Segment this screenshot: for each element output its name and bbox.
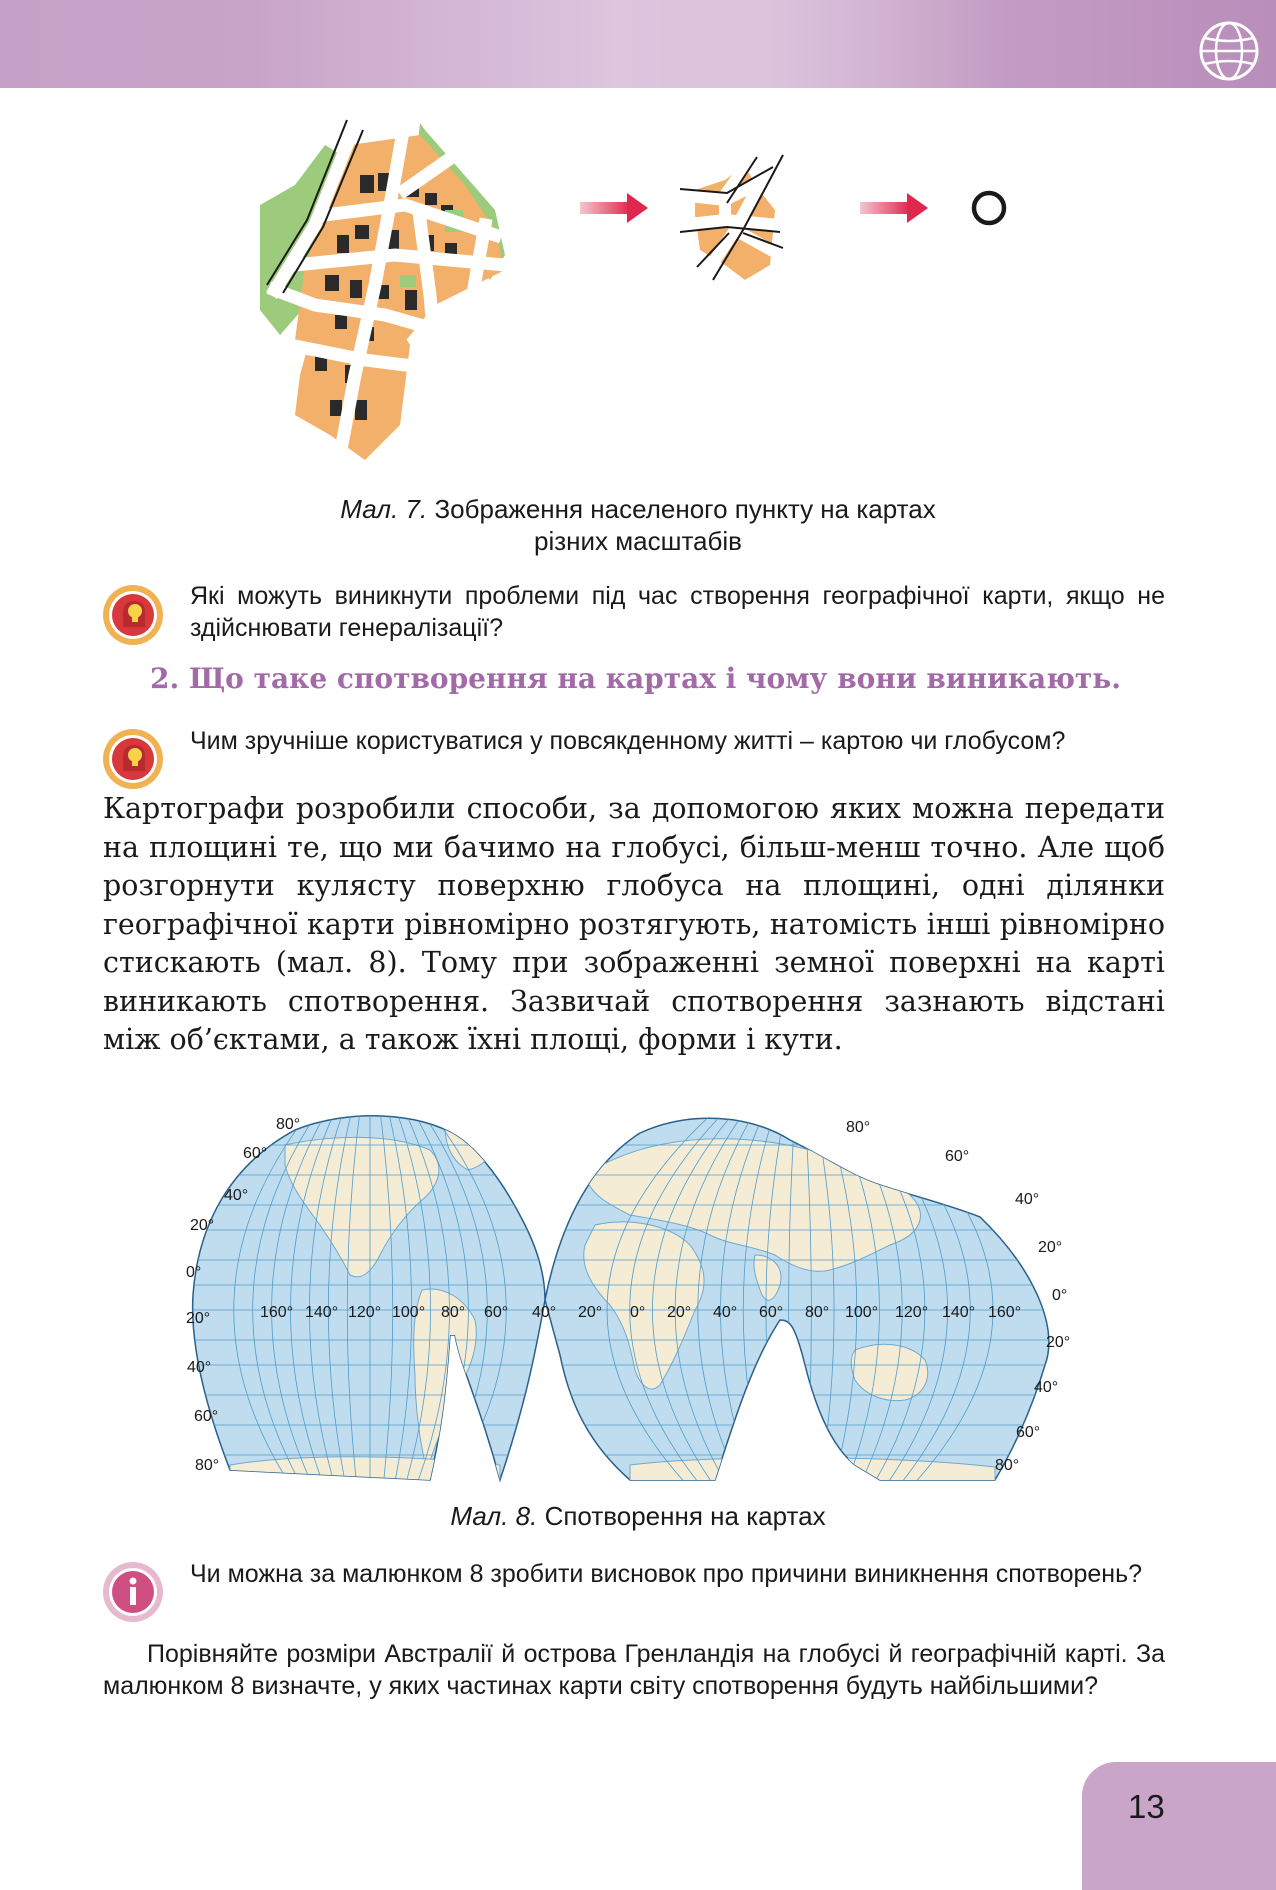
latitude-label: 20°	[186, 1310, 211, 1327]
latitude-label: 0°	[1052, 1287, 1068, 1304]
figure-8-label: Мал. 8.	[450, 1501, 538, 1531]
section-heading: 2. Що таке спотворення на картах і чому вони виникають.	[150, 662, 1122, 695]
figure-7-label: Мал. 7.	[340, 494, 428, 524]
longitude-labels	[260, 1304, 1021, 1321]
figure-7-caption-line2: різних масштабів	[533, 526, 742, 556]
arrow-2	[860, 193, 928, 223]
longitude-label: 20°	[667, 1304, 692, 1321]
antarctica-right	[630, 1458, 995, 1485]
latitude-label: 40°	[1015, 1191, 1040, 1208]
longitude-label: 120°	[348, 1304, 382, 1321]
latitude-label: 60°	[194, 1408, 219, 1425]
longitude-label: 140°	[942, 1304, 976, 1321]
longitude-label: 80°	[805, 1304, 830, 1321]
latitude-label: 0°	[186, 1264, 202, 1281]
figure-8-caption-text: Спотворення на картах	[544, 1501, 826, 1531]
page-number-tab	[1082, 1762, 1276, 1890]
longitude-label: 60°	[759, 1304, 784, 1321]
arrow-1	[580, 193, 648, 223]
figure-8-caption	[190, 1500, 1086, 1532]
latitude-label: 80°	[276, 1116, 301, 1133]
info-icon	[101, 1560, 165, 1624]
latitude-label: 80°	[846, 1119, 871, 1136]
latitude-label: 20°	[190, 1217, 215, 1234]
simplified-city-map	[680, 155, 783, 280]
latitude-label: 80°	[995, 1457, 1020, 1474]
detailed-city-map	[260, 120, 505, 460]
longitude-label: 140°	[305, 1304, 339, 1321]
task-paragraph: Порівняйте розміри Австралії й острова Гренландія на глобусі й географічній карті. За малюнком 8 визначте, у яких частинах карти світу спотворення будуть найбільшими?	[103, 1640, 1165, 1700]
latitude-label: 20°	[1046, 1334, 1071, 1351]
longitude-label: 80°	[441, 1304, 466, 1321]
figure-8-world-map	[186, 1105, 1090, 1485]
latitude-label: 20°	[1038, 1239, 1063, 1256]
antarctica-left	[230, 1457, 500, 1485]
longitude-label: 160°	[988, 1304, 1022, 1321]
latitude-label: 40°	[1034, 1379, 1059, 1396]
latitude-label: 40°	[187, 1359, 212, 1376]
latitude-label: 40°	[224, 1187, 249, 1204]
longitude-label: 60°	[484, 1304, 509, 1321]
figure-7-caption	[190, 493, 1086, 557]
header-map-texture	[250, 0, 980, 88]
header-banner	[0, 0, 1276, 88]
figure-7-illustration	[255, 115, 1035, 465]
question-2-text: Чим зручніше користуватися у повсякденному житті – картою чи глобусом?	[190, 727, 1066, 755]
latitude-label: 60°	[945, 1148, 970, 1165]
figure-7-caption-line1: Зображення населеного пункту на картах	[434, 494, 936, 524]
question-1-text: Які можуть виникнути проблеми під час створення географічної карти, якщо не здійснювати генералізації?	[190, 582, 1165, 642]
longitude-label: 100°	[392, 1304, 426, 1321]
question-3-text: Чи можна за малюнком 8 зробити висновок про причини виникнення спотворень?	[190, 1560, 1143, 1588]
longitude-label: 100°	[845, 1304, 879, 1321]
longitude-label: 160°	[260, 1304, 294, 1321]
longitude-label: 40°	[713, 1304, 738, 1321]
lightbulb-head-icon	[101, 727, 165, 791]
longitude-label: 20°	[578, 1304, 603, 1321]
page-number: 13	[1128, 1788, 1165, 1825]
latitude-label: 60°	[243, 1145, 268, 1162]
longitude-label: 40°	[532, 1304, 557, 1321]
main-paragraph: Картографи розробили способи, за допомогою яких можна передати на площині те, що ми бачимо на глобусі, більш-менш точно. Але щоб розгорнути кулясту поверхню глобуса на площині, одні ділянки географічної карти рівномірно розтягують, натомість інші рівномірно стискають (мал. 8). Тому при зображенні земної поверхні на карті виникають спотворення. Зазвичай спотворення зазнають відстані між об’єктами, а також їхні площі, форми і кути.	[103, 792, 1165, 1056]
latitude-label: 80°	[195, 1457, 220, 1474]
longitude-label: 0°	[630, 1304, 646, 1321]
lightbulb-head-icon	[101, 583, 165, 647]
globe-icon	[1196, 18, 1262, 84]
longitude-label: 120°	[895, 1304, 929, 1321]
settlement-dot-symbol	[974, 193, 1004, 223]
latitude-label: 60°	[1016, 1424, 1041, 1441]
